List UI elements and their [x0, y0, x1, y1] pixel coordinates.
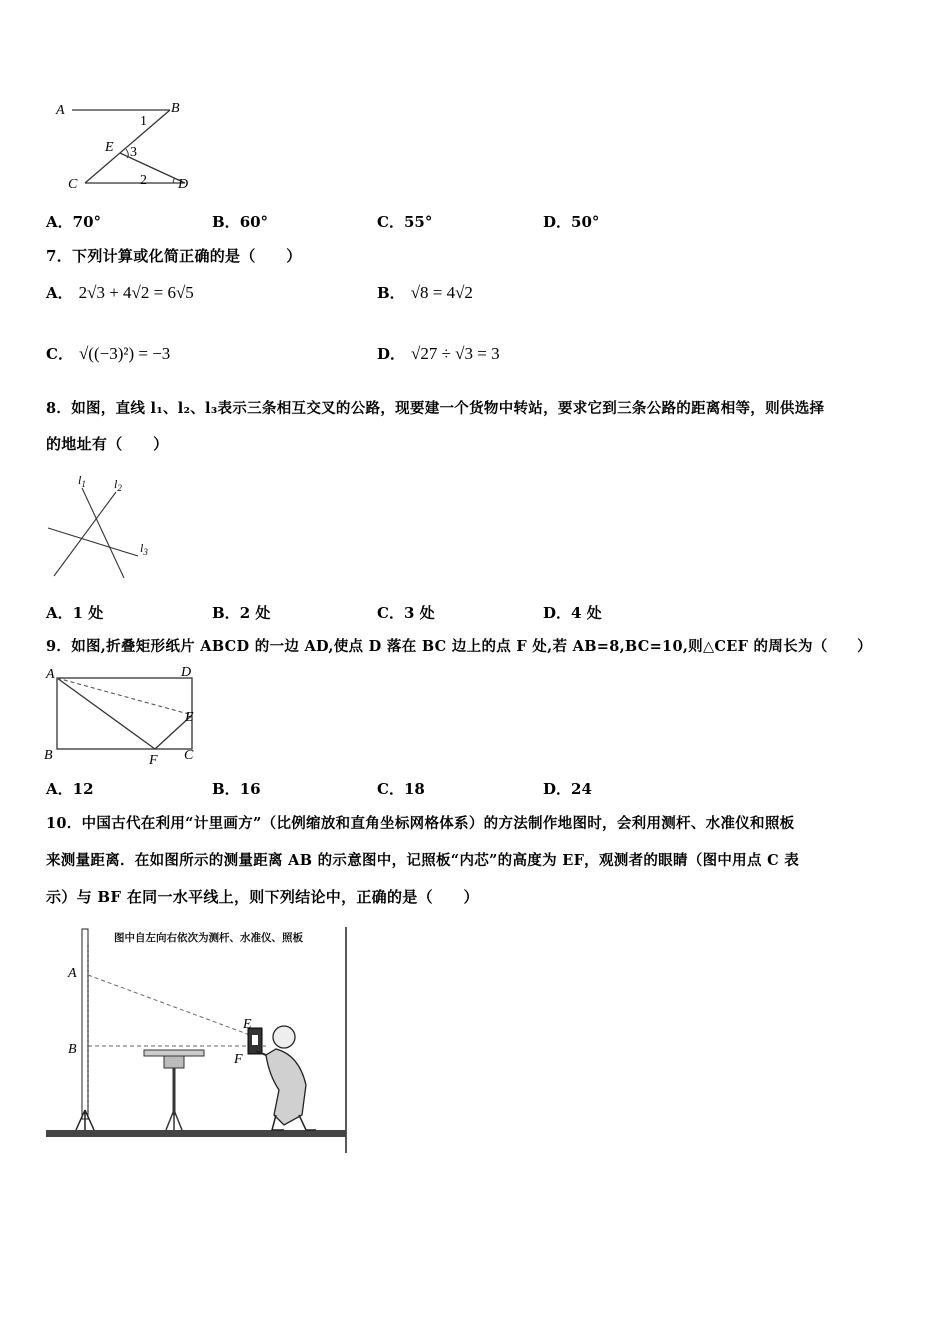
segment-af — [57, 678, 155, 749]
label-d: D — [178, 177, 189, 192]
label-c: C — [184, 748, 194, 763]
level-instrument — [144, 1050, 204, 1130]
label-b: B — [171, 101, 180, 116]
label-a: A — [46, 667, 55, 682]
q7-option-b-expr: √8 = 4√2 — [410, 283, 473, 302]
line-l1 — [82, 488, 124, 578]
rectangle-abcd — [57, 678, 192, 749]
q9-option-d[interactable]: D．24 — [543, 780, 592, 798]
measuring-pole — [76, 929, 94, 1130]
label-f: F — [149, 753, 158, 768]
q7-option-c[interactable]: C． √((−3)²) = −3 — [46, 344, 171, 363]
q8-option-d[interactable]: D．4 处 — [543, 604, 602, 622]
label-e: E — [243, 1017, 252, 1032]
q6-option-b[interactable]: B．60° — [212, 213, 269, 231]
q7-option-a[interactable]: A． 2√3 + 4√2 = 6√5 — [46, 283, 194, 302]
label-a: A — [68, 966, 77, 981]
q6-option-a[interactable]: A．70° — [46, 213, 102, 231]
segment-bc — [85, 110, 170, 183]
q8-option-b[interactable]: B．2 处 — [212, 604, 271, 622]
q7-option-c-expr: √((−3)²) = −3 — [78, 344, 171, 363]
q10-stem-line3: 示）与 BF 在同一水平线上，则下列结论中，正确的是（ ） — [46, 888, 479, 906]
q9-option-a[interactable]: A．12 — [46, 780, 94, 798]
observer-figure — [256, 1026, 316, 1130]
label-c: C — [68, 177, 78, 192]
q9-stem: 9．如图,折叠矩形纸片 ABCD 的一边 AD,使点 D 落在 BC 边上的点 F 处,若 AB=8,BC=10,则△CEF 的周长为（ ） — [46, 638, 872, 655]
q7-option-d-expr: √27 ÷ √3 = 3 — [411, 344, 500, 363]
label-l2: $l_2$ — [114, 477, 122, 493]
angle2-arc — [173, 178, 175, 183]
q8-option-c[interactable]: C．3 处 — [377, 604, 435, 622]
q7-stem: 7．下列计算或化简正确的是（ ） — [46, 247, 302, 265]
label-b: B — [44, 748, 53, 763]
q6-option-d[interactable]: D．50° — [543, 213, 600, 231]
q8-option-a[interactable]: A．1 处 — [46, 604, 104, 622]
q10-stem-line2: 来测量距离．在如图所示的测量距离 AB 的示意图中，记照板“内芯”的高度为 EF，观测者的眼睛（图中用点 C 表 — [46, 852, 800, 869]
q8-figure — [44, 470, 164, 582]
q9-option-c[interactable]: C．18 — [377, 780, 425, 798]
q6-figure — [50, 98, 210, 198]
q8-stem-line2: 的地址有（ ） — [46, 435, 169, 453]
sight-line-ae — [88, 975, 250, 1035]
segment-ae-dashed — [57, 678, 192, 715]
q9-option-b[interactable]: B．16 — [212, 780, 261, 798]
label-e: E — [185, 710, 194, 725]
label-d: D — [181, 665, 192, 680]
q10-figure — [44, 925, 354, 1155]
label-b: B — [68, 1042, 77, 1057]
label-a: A — [56, 103, 65, 118]
ground — [46, 1130, 346, 1137]
q10-stem-line1: 10．中国古代在利用“计里画方”（比例缩放和直角坐标网格体系）的方法制作地图时，会利用测杆、水准仪和照板 — [46, 815, 795, 832]
label-l1: $l_1$ — [78, 473, 86, 489]
q7-option-a-expr: 2√3 + 4√2 = 6√5 — [78, 283, 194, 302]
label-angle3: 3 — [130, 145, 137, 160]
line-l3 — [48, 528, 138, 556]
q7-option-d[interactable]: D． √27 ÷ √3 = 3 — [377, 344, 500, 363]
label-angle1: 1 — [140, 114, 147, 129]
label-e: E — [105, 140, 114, 155]
q9-figure — [42, 664, 202, 768]
label-f: F — [234, 1052, 243, 1067]
figure-caption: 图中自左向右依次为测杆、水准仪、照板 — [114, 932, 303, 944]
label-angle2: 2 — [140, 173, 147, 188]
line-l2 — [54, 492, 116, 576]
q7-option-b[interactable]: B． √8 = 4√2 — [377, 283, 473, 302]
label-l3: $l_3$ — [140, 541, 148, 557]
q6-option-c[interactable]: C．55° — [377, 213, 433, 231]
q8-stem-line1: 8．如图，直线 l₁、l₂、l₃表示三条相互交叉的公路，现要建一个货物中转站，要求它到三条公路的距离相等，则供选择 — [46, 400, 825, 417]
